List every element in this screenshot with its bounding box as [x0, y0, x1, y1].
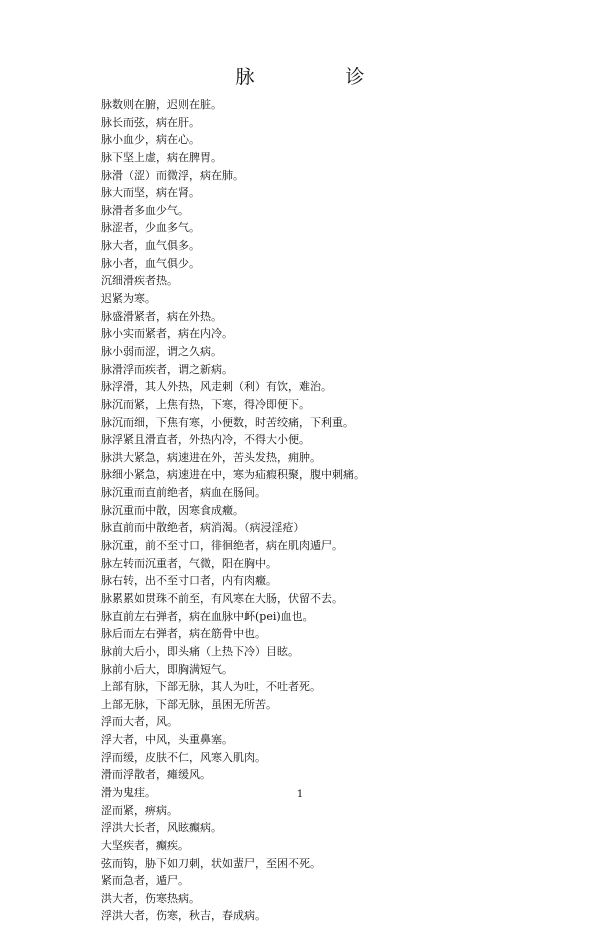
text-line: 脉沉重而直前绝者，病血在肠间。 — [101, 486, 266, 500]
text-line: 脉后而左右弹者，病在筋骨中也。 — [101, 627, 266, 641]
page-title: 脉 诊 — [235, 66, 401, 88]
text-line: 滑为鬼疰。 — [101, 785, 156, 799]
text-line: 脉浮紧且滑直者，外热内冷，不得大小便。 — [101, 433, 310, 447]
text-body — [101, 96, 541, 925]
text-line: 脉沉重，前不至寸口，徘徊绝者，病在肌肉遁尸。 — [101, 539, 343, 553]
text-line: 脉数则在腑，迟则在脏。 — [101, 98, 222, 111]
text-line: 大坚疾者，癫疾。 — [101, 838, 189, 852]
text-line: 脉长而弦，病在肝。 — [101, 115, 200, 129]
text-line: 脉滑者多血少气。 — [101, 203, 189, 217]
text-line: 脉累累如贯珠不前至，有风寒在大肠，伏留不去。 — [101, 591, 343, 605]
text-line: 沉细滑疾者热。 — [101, 274, 178, 288]
text-line: 脉前大后小，即头痛（上热下冷）目眩。 — [101, 644, 299, 658]
text-line: 脉下坚上虚，病在脾胃。 — [101, 150, 222, 164]
text-line: 脉大者，血气俱多。 — [101, 239, 200, 253]
text-line: 脉小血少，病在心。 — [101, 133, 200, 147]
text-line: 紧而急者，遁尸。 — [101, 874, 189, 888]
text-line: 脉右转，出不至寸口者，内有肉癥。 — [101, 574, 277, 588]
text-line: 脉涩者，少血多气。 — [101, 221, 200, 235]
text-line: 脉滑浮而疾者，谓之新病。 — [101, 362, 233, 376]
text-line: 脉细小紧急，病速进在中，寒为疝瘕积聚，腹中刺痛。 — [101, 468, 365, 482]
text-line: 涩而紧，痹病。 — [101, 803, 178, 817]
text-line: 脉大而坚，病在肾。 — [101, 186, 200, 200]
text-line: 脉沉重而中散，因寒食成癥。 — [101, 503, 244, 517]
text-line: 脉洪大紧急，病速进在外，苦头发热，痈肿。 — [101, 450, 321, 464]
text-line: 浮而大者，风。 — [101, 715, 178, 729]
text-line: 脉左转而沉重者，气微，阳在胸中。 — [101, 556, 277, 570]
text-line: 脉小实而紧者，病在内冷。 — [101, 327, 233, 341]
text-line: 浮而缓，皮肤不仁，风寒入肌肉。 — [101, 750, 266, 764]
text-line: 上部无脉，下部无脉，虽困无所苦。 — [101, 697, 277, 711]
text-line: 脉沉而细，下焦有寒，小便数，时苦绞痛，下利重。 — [101, 415, 354, 429]
text-line: 弦而钩，胁下如刀刺，状如蜚尸，至困不死。 — [101, 856, 321, 870]
text-line: 脉盛滑紧者，病在外热。 — [101, 309, 222, 323]
text-line: 迟紧为寒。 — [101, 292, 156, 306]
text-line: 上部有脉，下部无脉，其人为吐，不吐者死。 — [101, 680, 321, 694]
text-line: 脉直前左右弹者，病在血脉中衃(pei)血也。 — [101, 609, 314, 623]
text-line: 滑而浮散者，瘫缓风。 — [101, 768, 211, 782]
text-line: 脉小者，血气俱少。 — [101, 256, 200, 270]
text-line: 浮洪大者，伤寒，秋吉，春成病。 — [101, 909, 266, 923]
text-line: 脉沉而紧，上焦有热，下寒，得冷即便下。 — [101, 397, 310, 411]
text-line: 洪大者，伤寒热病。 — [101, 891, 200, 905]
text-line: 脉直前而中散绝者，病消渴。（病浸淫疮） — [101, 521, 305, 535]
text-line: 浮洪大长者，风眩癫病。 — [101, 821, 222, 835]
text-line: 脉小弱而涩，谓之久病。 — [101, 344, 222, 358]
page-number: 1 — [296, 789, 304, 800]
text-line: 脉浮滑，其人外热，风走刺（利）有饮，难治。 — [101, 380, 332, 394]
text-line: 脉前小后大，即胸满短气。 — [101, 662, 233, 676]
text-line: 浮大者，中风，头重鼻塞。 — [101, 733, 233, 747]
text-line: 脉滑（涩）而微浮，病在肺。 — [101, 168, 244, 182]
